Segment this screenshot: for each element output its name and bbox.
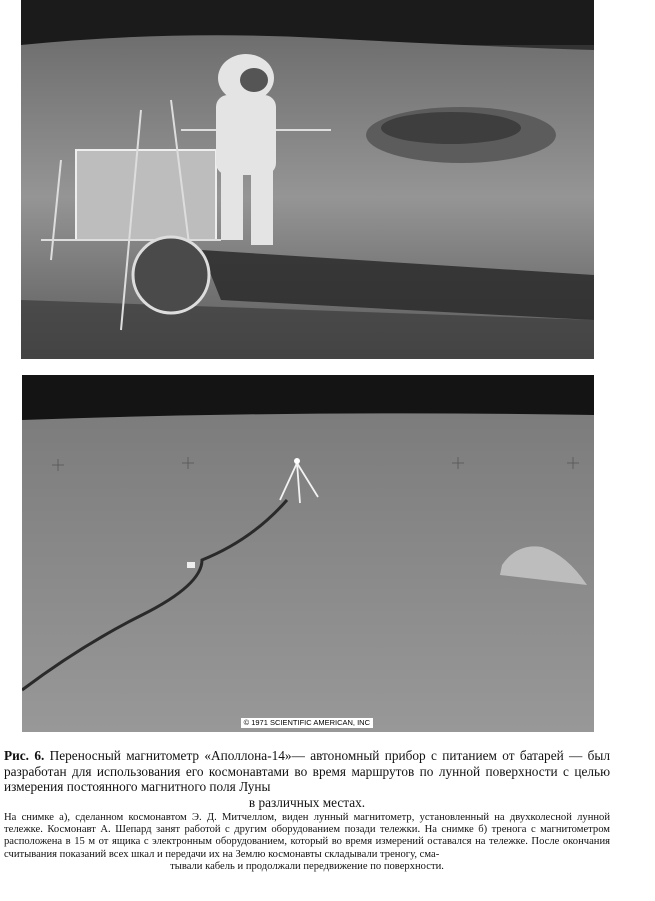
figure-caption-title <box>4 748 610 810</box>
photo-a-image <box>21 0 594 359</box>
caption-body-text: На снимке а), сделанном космонавтом Э. Д. Митчеллом, виден лунный магнитометр, установленный на двухколесной лунной тележке. Космонавт А. Шепард занят работой с другим оборудованием позади тележки. На снимке б) тренога с магнитометром расположена в 15 м от ящика с электронным оборудованием, который во время измерений оставался на тележке. После окончания считывания показаний всех шкал и передачи их на Землю космонавты складывали треногу, сма- <box>4 812 610 860</box>
figure-label: Рис. 6. <box>4 748 45 763</box>
photo-astronaut-with-cart <box>21 0 594 359</box>
caption-body-last-line: тывали кабель и продолжали передвижение по поверхности. <box>170 860 444 872</box>
caption-title-text: Переносный магнитометр «Аполлона-14»— автономный прибор с питанием от батарей — был разработан для использования его космонавтами во время маршрутов по лунной поверхности с целью измерения постоянного магнитного поля Луны <box>4 748 610 795</box>
figure-caption-body <box>4 812 610 873</box>
photo-b-image <box>22 375 594 732</box>
photo-credit: © 1971 SCIENTIFIC AMERICAN, INC <box>241 718 373 728</box>
caption-title-last-line: в различных местах. <box>248 794 366 810</box>
photo-magnetometer-tripod <box>22 375 594 732</box>
